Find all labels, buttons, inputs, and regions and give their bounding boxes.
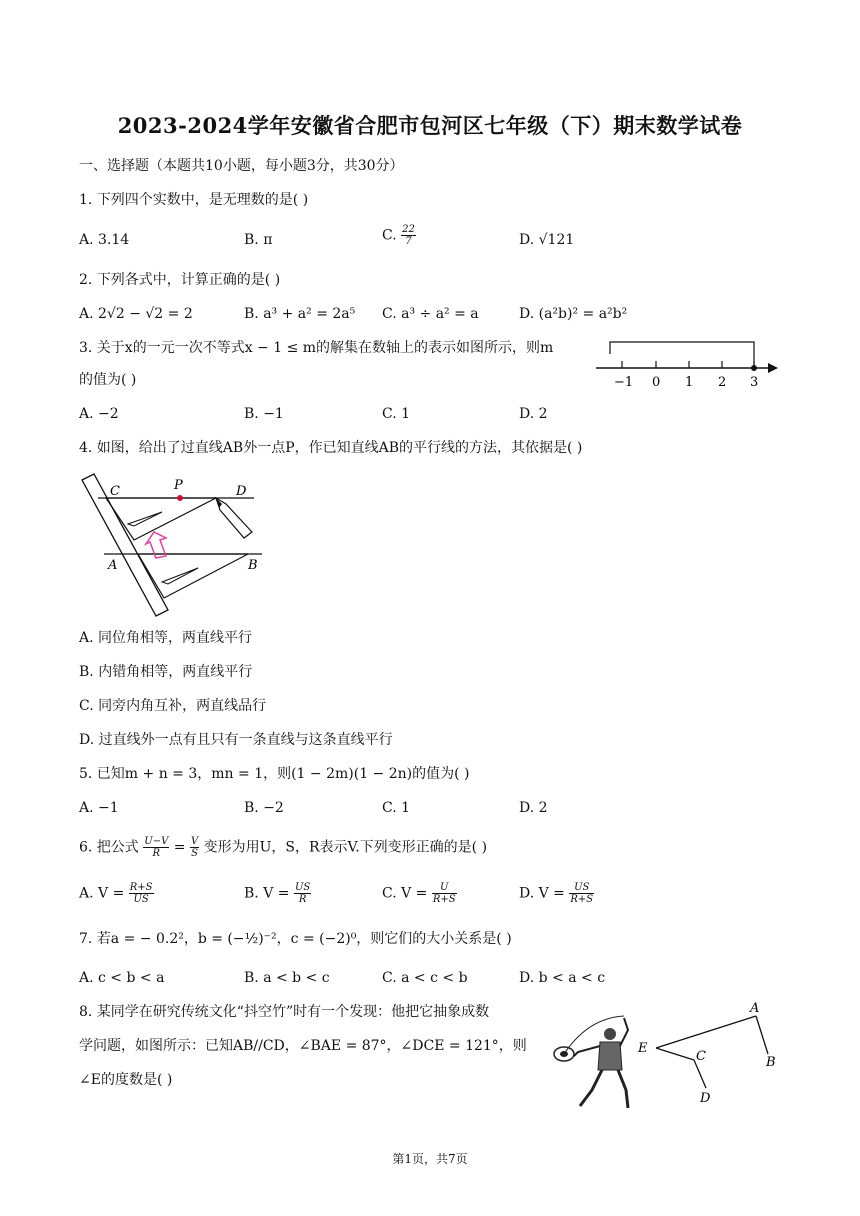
fraction-numerator: 22	[402, 224, 415, 235]
q3-option-a: A. −2	[79, 406, 119, 422]
q7-option-c: C. a < c < b	[382, 970, 468, 986]
fraction-denominator: 7	[405, 236, 412, 247]
q6-option-b-fraction	[294, 882, 311, 905]
fraction-denominator: US	[133, 894, 149, 905]
set-square-upper	[106, 498, 216, 540]
q1-option-a: A. 3.14	[79, 232, 130, 248]
number-line-arrow	[768, 363, 778, 373]
label-d: D	[700, 1091, 711, 1106]
q6-option-b	[244, 882, 311, 905]
question-8-stem-line3: ∠E的度数是( )	[79, 1072, 173, 1088]
point-p-marker	[177, 495, 183, 501]
q5-option-c: C. 1	[382, 800, 411, 816]
page-footer: 第1页，共7页	[392, 1152, 468, 1166]
diabolo-player-illustration	[548, 1008, 638, 1116]
q3-option-d: D. 2	[519, 406, 548, 422]
label-b: B	[248, 558, 258, 573]
segment-ec	[656, 1048, 694, 1060]
fraction-numerator: U	[432, 882, 457, 894]
angle-geometry-figure	[634, 996, 794, 1106]
q2-option-a: A. 2√2 − √2 = 2	[79, 306, 193, 322]
q6-option-a-fraction	[129, 882, 154, 905]
q1-option-c-fraction	[401, 224, 416, 247]
player-arm-left	[574, 1046, 600, 1056]
segment-cd	[694, 1060, 706, 1088]
player-body	[598, 1042, 622, 1070]
q2-option-b: B. a³ + a² = 2a⁵	[244, 306, 356, 322]
set-square-upper-hole	[128, 512, 162, 526]
q6-option-a	[79, 882, 154, 905]
q6-option-d-fraction	[569, 882, 594, 905]
tick-label: 2	[718, 375, 727, 390]
question-3-stem-line2: 的值为( )	[79, 372, 137, 388]
fraction-numerator: US	[294, 882, 311, 893]
q6-option-c-fraction	[432, 882, 457, 905]
label-a: A	[750, 1001, 760, 1016]
q5-option-a: A. −1	[79, 800, 119, 816]
question-8-stem-line2: 学问题，如图所示：已知AB//CD，∠BAE = 87°，∠DCE = 121°，则	[79, 1038, 527, 1054]
q3-option-c: C. 1	[382, 406, 411, 422]
set-square-lower-hole	[162, 568, 198, 584]
fraction-numerator: U−V	[144, 836, 169, 847]
q4-option-d: D. 过直线外一点有且只有一条直线与这条直线平行	[79, 732, 393, 748]
player-head	[604, 1028, 616, 1040]
q2-option-c: C. a³ ÷ a² = a	[382, 306, 479, 322]
q4-option-c: C. 同旁内角互补，两直线品行	[79, 698, 267, 714]
label-b: B	[766, 1055, 776, 1070]
question-8-stem-line1: 8. 某同学在研究传统文化“抖空竹”时有一个发现：他把它抽象成数	[79, 1004, 490, 1020]
question-7-stem: 7. 若a = − 0.2²，b = (−½)⁻²，c = (−2)⁰，则它们的大小关系是( )	[79, 931, 512, 947]
tick-label: 0	[652, 375, 661, 390]
fraction-denominator: R	[152, 848, 161, 859]
label-c: C	[696, 1049, 706, 1064]
label-c: C	[110, 484, 120, 499]
q6-option-d-prefix: D. V =	[519, 885, 565, 902]
q6-stem-suffix: 变形为用U，S，R表示V.下列变形正确的是( )	[203, 839, 488, 856]
tick-label: −1	[614, 375, 634, 390]
q6-stem-prefix: 6. 把公式	[79, 839, 139, 856]
fraction-denominator: R+S	[432, 894, 456, 905]
q6-equals: =	[173, 839, 186, 856]
q6-option-b-prefix: B. V =	[244, 885, 290, 902]
q5-option-b: B. −2	[244, 800, 284, 816]
fraction-numerator: US	[569, 882, 594, 894]
q7-option-a: A. c < b < a	[79, 970, 165, 986]
number-line-figure	[588, 330, 788, 392]
page-title: 2023-2024学年安徽省合肥市包河区七年级（下）期末数学试卷	[117, 113, 743, 138]
q5-option-d: D. 2	[519, 800, 548, 816]
section-heading: 一、选择题（本题共10小题，每小题3分，共30分）	[79, 158, 404, 174]
q4-option-a: A. 同位角相等，两直线平行	[79, 630, 253, 646]
q1-option-b: B. π	[244, 232, 273, 248]
question-4-stem: 4. 如图，给出了过直线AB外一点P，作已知直线AB的平行线的方法，其依据是( )	[79, 440, 583, 456]
fraction-denominator: R+S	[570, 894, 594, 905]
player-leg-left	[580, 1070, 602, 1106]
q6-option-a-prefix: A. V =	[79, 885, 125, 902]
q1-option-c	[382, 224, 416, 247]
solid-endpoint	[751, 365, 757, 371]
tick-label: 3	[750, 375, 759, 390]
segment-ea	[656, 1016, 756, 1048]
label-e: E	[638, 1041, 648, 1056]
question-2-stem: 2. 下列各式中，计算正确的是( )	[79, 272, 281, 288]
q6-formula-right	[190, 836, 199, 859]
q6-option-d	[519, 882, 594, 905]
segment-ab	[756, 1016, 768, 1054]
tick-label: 1	[685, 375, 694, 390]
fraction-denominator: S	[191, 848, 198, 859]
q7-option-d: D. b < a < c	[519, 970, 606, 986]
q7-option-b: B. a < b < c	[244, 970, 330, 986]
fraction-denominator: R	[298, 894, 307, 905]
fraction-numerator: R+S	[129, 882, 153, 893]
label-p: P	[174, 478, 183, 493]
question-5-stem: 5. 已知m + n = 3，mn = 1，则(1 − 2m)(1 − 2n)的值为( )	[79, 766, 470, 782]
q3-option-b: B. −1	[244, 406, 284, 422]
set-square-lower	[138, 554, 248, 598]
q1-option-c-prefix: C.	[382, 227, 397, 244]
parallel-line-construction-figure	[76, 470, 276, 620]
solution-set-bracket	[610, 342, 754, 368]
question-3-stem-line1: 3. 关于x的一元一次不等式x − 1 ≤ m的解集在数轴上的表示如图所示，则m	[79, 340, 554, 356]
player-leg-right	[618, 1070, 628, 1108]
label-a: A	[108, 558, 118, 573]
q6-formula-left	[143, 836, 169, 859]
q6-option-c-prefix: C. V =	[382, 885, 428, 902]
fraction-numerator: V	[190, 836, 199, 847]
question-6-stem	[79, 836, 487, 859]
q6-option-c	[382, 882, 457, 905]
label-d: D	[236, 484, 247, 499]
q4-option-b: B. 内错角相等，两直线平行	[79, 664, 253, 680]
q2-option-d: D. (a²b)² = a²b²	[519, 306, 628, 322]
q1-option-d: D. √121	[519, 232, 575, 248]
ruler-shape	[82, 474, 168, 616]
question-1-stem: 1. 下列四个实数中，是无理数的是( )	[79, 192, 309, 208]
player-arm-right	[620, 1018, 628, 1046]
